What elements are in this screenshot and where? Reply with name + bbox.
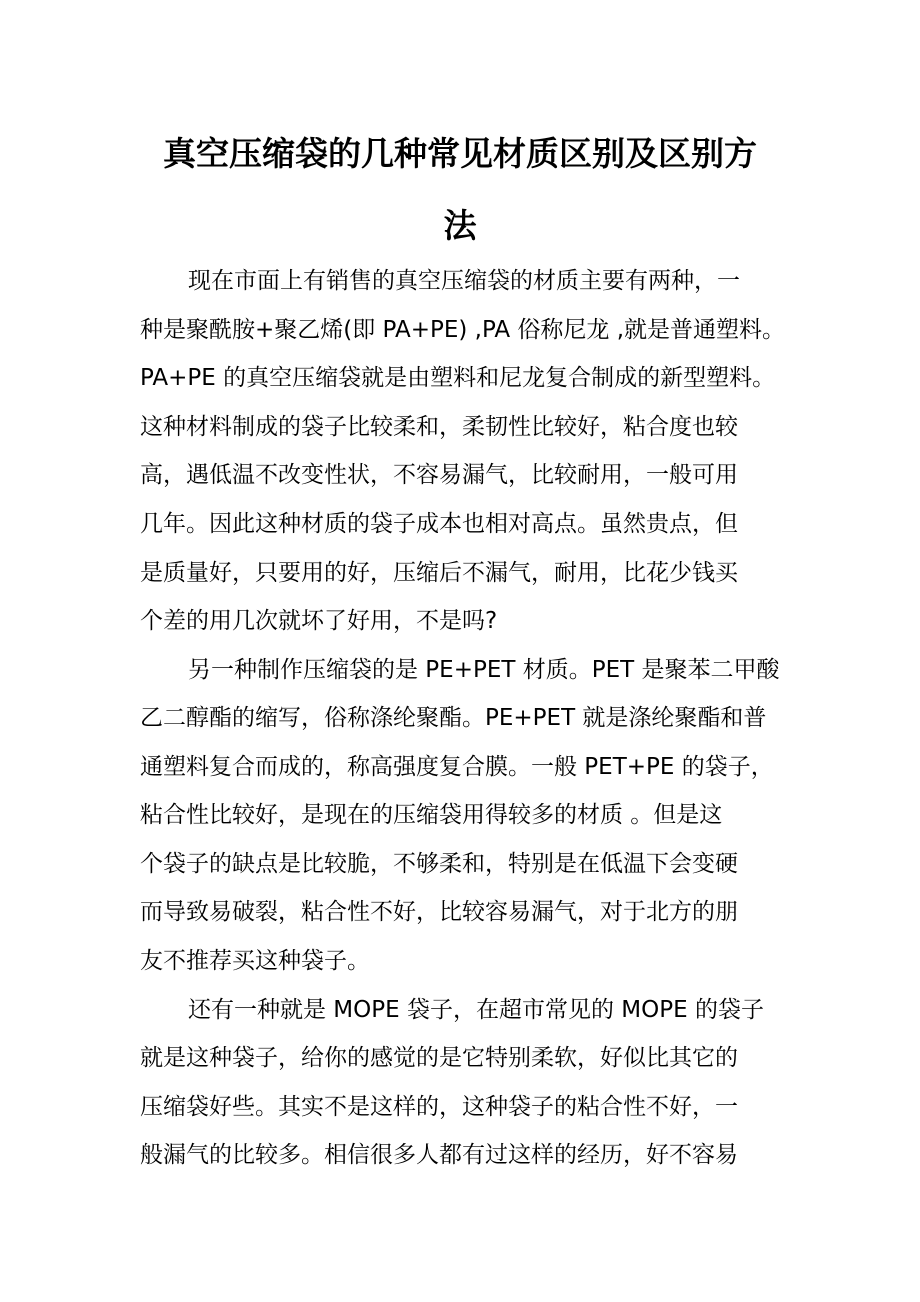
document-title-line-2: 法 xyxy=(443,206,477,245)
paragraph-line: 个差的用几次就坏了好用，不是吗? xyxy=(140,608,498,634)
paragraph-line: 般漏气的比较多。相信很多人都有过这样的经历，好不容易 xyxy=(140,1142,738,1168)
paragraph-line: 种是聚酰胺+聚乙烯(即 PA+PE) ,PA 俗称尼龙 ,就是普通塑料。 xyxy=(140,317,786,343)
paragraph-line: 乙二醇酯的缩写，俗称涤纶聚酯。PE+PET 就是涤纶聚酯和普 xyxy=(140,705,767,731)
paragraph-line: 就是这种袋子，给你的感觉的是它特别柔软，好似比其它的 xyxy=(140,1045,738,1071)
paragraph-line: 个袋子的缺点是比较脆，不够柔和，特别是在低温下会变硬 xyxy=(140,851,738,877)
paragraph-line: 粘合性比较好，是现在的压缩袋用得较多的材质 。但是这 xyxy=(140,802,723,828)
paragraph-line: 几年。因此这种材质的袋子成本也相对高点。虽然贵点，但 xyxy=(140,511,738,537)
paragraph-line: 是质量好，只要用的好，压缩后不漏气，耐用，比花少钱买 xyxy=(140,560,738,586)
paragraph-line: 这种材料制成的袋子比较柔和，柔韧性比较好，粘合度也较 xyxy=(140,414,738,440)
paragraph-line: 压缩袋好些。其实不是这样的，这种袋子的粘合性不好，一 xyxy=(140,1094,738,1120)
paragraph-line: 另一种制作压缩袋的是 PE+PET 材质。PET 是聚苯二甲酸 xyxy=(188,657,780,683)
paragraph-line: 现在市面上有销售的真空压缩袋的材质主要有两种，一 xyxy=(188,268,740,294)
paragraph-line: 友不推荐买这种袋子。 xyxy=(140,948,370,974)
paragraph-line: 高，遇低温不改变性状，不容易漏气，比较耐用，一般可用 xyxy=(140,462,738,488)
paragraph-line: 还有一种就是 MOPE 袋子，在超市常见的 MOPE 的袋子 xyxy=(188,997,764,1023)
paragraph-line: 通塑料复合而成的，称高强度复合膜。一般 PET+PE 的袋子， xyxy=(140,754,774,780)
paragraph-line: 而导致易破裂，粘合性不好，比较容易漏气，对于北方的朋 xyxy=(140,899,738,925)
document-title-line-1: 真空压缩袋的几种常见材质区别及区别方 xyxy=(163,134,757,173)
paragraph-line: PA+PE 的真空压缩袋就是由塑料和尼龙复合制成的新型塑料。 xyxy=(140,365,776,391)
